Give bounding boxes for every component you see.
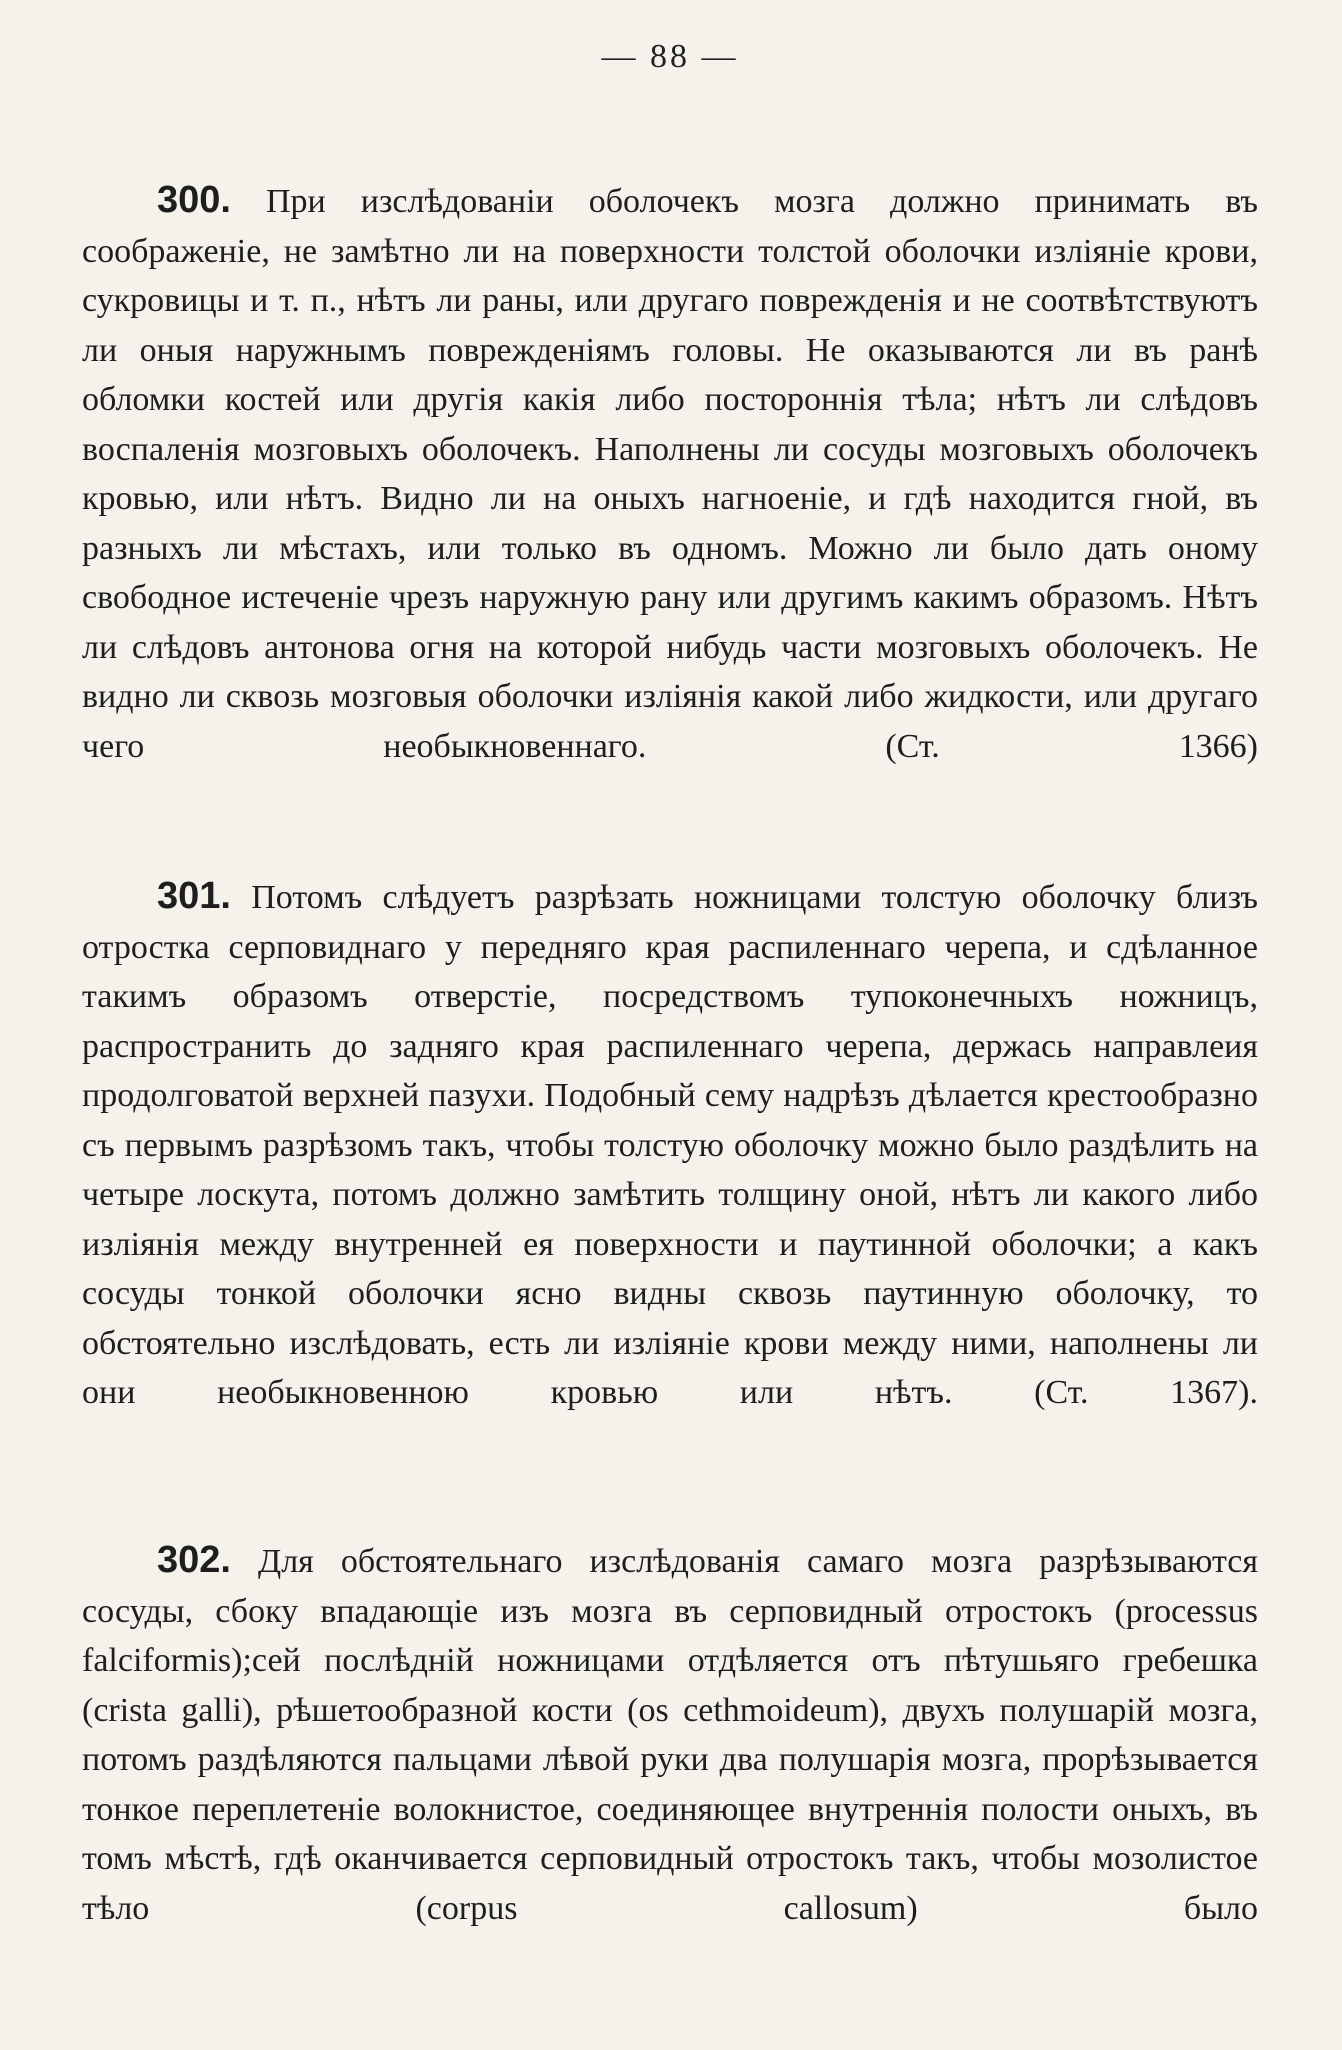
paragraph-300 <box>82 176 1258 771</box>
paragraph-number: 302. <box>157 1539 231 1581</box>
paragraph-301 <box>82 872 1258 1418</box>
book-page <box>82 0 1258 2050</box>
paragraph-text: Для обстоятельнаго изслѣдованія самаго мозга разрѣзываются сосуды, сбоку впадающіе изъ мозга въ серповидный отростокъ (processus falciformis);сей послѣдній ножницами отдѣляется отъ пѣтушьяго гребешка (crista galli), рѣшетообразной кости (os cethmoideum), двухъ полушарій мозга, потомъ раздѣляются пальцами лѣвой руки два полушарія мозга, прорѣзывается тонкое переплетеніе волокнистое, соединяющее внутреннія полости оныхъ, въ томъ мѣстѣ, гдѣ оканчивается серповидный отростокъ такъ, чтобы мозолистое тѣло (corpus callosum) было <box>82 1543 1258 1927</box>
paragraph-number: 300. <box>157 179 231 221</box>
page-number: — 88 — <box>601 38 739 75</box>
paragraph-text: При изслѣдованіи оболочекъ мозга должно принимать въ соображеніе, не замѣтно ли на поверхности толстой оболочки изліяніе крови, сукровицы и т. п., нѣтъ ли раны, или другаго поврежденія и не соотвѣтствуютъ ли оныя наружнымъ повреждeніямъ головы. Не оказываются ли въ ранѣ обломки костей или другія какія либо постороннія тѣла; нѣтъ ли слѣдовъ воспаленія мозговыхъ оболочекъ. Наполнены ли сосуды мозговыхъ оболочекъ кровью, или нѣтъ. Видно ли на оныхъ нагноеніе, и гдѣ находится гной, въ разныхъ ли мѣстахъ, или только въ одномъ. Можно ли было дать оному свободное истеченіе чрезъ наружную рану или другимъ какимъ образомъ. Нѣтъ ли слѣдовъ антонова огня на которой нибудь части мозговыхъ оболочекъ. Не видно ли сквозь мозговыя оболочки изліянія какой либо жидкости, или другаго чего необыкновеннаго. (Ст. 1366) <box>82 183 1258 765</box>
paragraph-text: Потомъ слѣдуетъ разрѣзать ножницами толстую оболочку близъ отростка серповиднаго у передняго края распиленнаго черепа, и сдѣланное такимъ образомъ отверстіе, посредствомъ тупоконечныхъ ножницъ, распространить до задняго края распиленнаго черепа, держась направлеия продолговатой верхней пазухи. Подобный сему надрѣзъ дѣлается крестообразно съ первымъ разрѣзомъ такъ, чтобы толстую оболочку можно было раздѣлить на четыре лоскута, потомъ должно замѣтить толщину оной, нѣтъ ли какого либо изліянія между внутренней ея поверхности и паутинной оболочки; а какъ сосуды тонкой оболочки ясно видны сквозь паутинную оболочку, то обстоятельно изслѣдовать, есть ли изліяніе крови между ними, наполнены ли они необыкновенною кровью или нѣтъ. (Ст. 1367). <box>82 879 1258 1411</box>
paragraph-number: 301. <box>157 875 231 917</box>
paragraph-302 <box>82 1536 1258 1933</box>
